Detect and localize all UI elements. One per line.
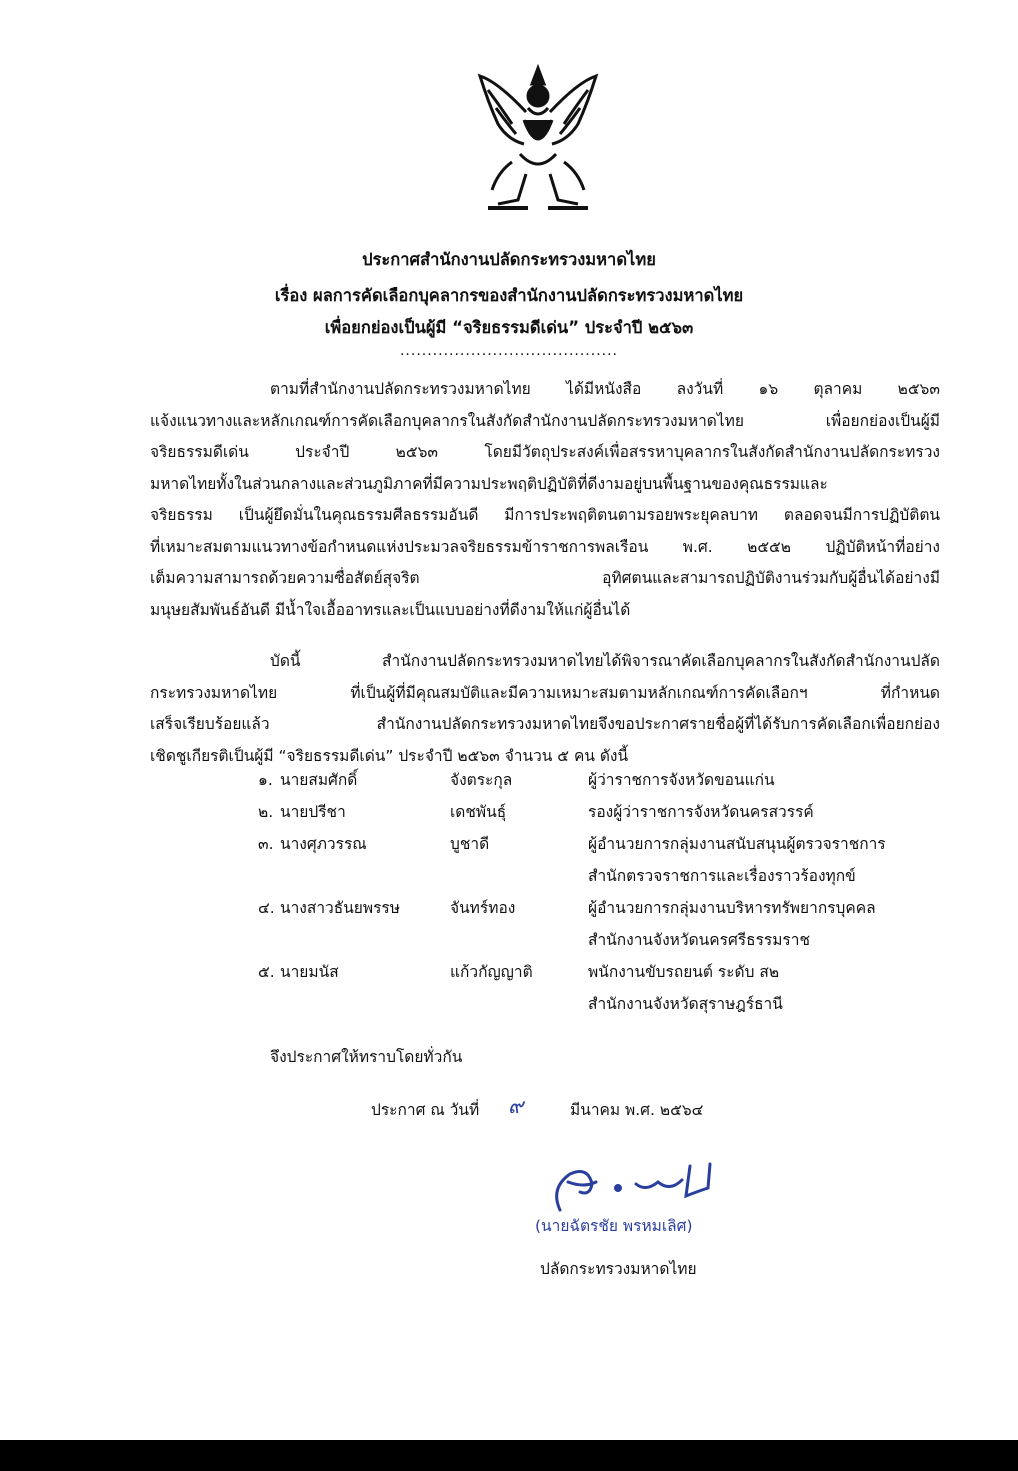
signer-name: (นายฉัตรชัย พรหมเลิศ) (535, 1217, 693, 1235)
list-item-cont (258, 991, 958, 1023)
nominee-number: ๔. (258, 899, 275, 917)
nominee-position: ผู้อำนวยการกลุ่มงานบริหารทรัพยากรบุคคล (588, 899, 876, 917)
nominee-list (258, 767, 958, 1023)
announcement-subject: เรื่อง ผลการคัดเลือกบุคลากรของสำนักงานปลัดกระทรวงมหาดไทย (274, 286, 744, 305)
nominee-first-name: นายปรีชา (280, 803, 346, 821)
announcement-subject-cont: เพื่อยกย่องเป็นผู้มี “จริยธรรมดีเด่น” ประจำปี ๒๕๖๓ (324, 318, 694, 337)
list-item-cont (258, 863, 958, 895)
paragraph-line: เต็มความสามารถด้วยความซื่อสัตย์สุจริต อุทิศตนและสามารถปฏิบัติงานร่วมกับผู้อื่นได้อย่างมี (150, 569, 940, 587)
nominee-number: ๒. (258, 803, 274, 821)
nominee-last-name: บูชาดี (450, 835, 490, 853)
paragraph-line: มนุษยสัมพันธ์อันดี มีน้ำใจเอื้ออาทรและเป็นแบบอย่างที่ดีงามให้แก่ผู้อื่นได้ (150, 600, 631, 619)
nominee-last-name: แก้วกัญญาติ (450, 963, 533, 981)
nominee-position-cont: สำนักตรวจราชการและเรื่องราวร้องทุกข์ (588, 867, 856, 885)
paragraph-line: จริยธรรม เป็นผู้ยึดมั่นในคุณธรรมศีลธรรมอันดี มีการประพฤติตนตามรอยพระยุคลบาท ตลอดจนมีการปฏิบัติตน (150, 506, 940, 524)
paragraph-line: กระทรวงมหาดไทย ที่เป็นผู้ที่มีคุณสมบัติและมีความเหมาะสมตามหลักเกณฑ์การคัดเลือกฯ ที่กำหนด (150, 683, 940, 702)
nominee-first-name: นายมนัส (280, 963, 339, 981)
signature-icon (540, 1158, 740, 1218)
announce-day: ๙ (508, 1094, 524, 1118)
nominee-last-name: เดชพันธุ์ (450, 803, 507, 821)
list-item (258, 895, 958, 927)
nominee-first-name: นางสาวธันยพรรษ (280, 899, 400, 917)
paragraph-line: จริยธรรมดีเด่น ประจำปี ๒๕๖๓ โดยมีวัตถุประสงค์เพื่อสรรหาบุคลากรในสังกัดสำนักงานปลัดกระทรวง (150, 443, 940, 461)
nominee-position: รองผู้ว่าราชการจังหวัดนครสวรรค์ (588, 803, 814, 821)
nominee-first-name: นายสมศักดิ์ (280, 771, 358, 789)
nominee-number: ๕. (258, 963, 275, 981)
nominee-number: ๓. (258, 835, 274, 853)
signer-title: ปลัดกระทรวงมหาดไทย (540, 1260, 697, 1278)
paragraph-line: มหาดไทยทั้งในส่วนกลางและส่วนภูมิภาคที่มีความประพฤติปฏิบัติที่ดีงามอยู่บนพื้นฐานของคุณธรรมและ (150, 474, 828, 493)
nominee-first-name: นางศุภวรรณ (280, 835, 367, 853)
list-item (258, 799, 958, 831)
announcement-title: ประกาศสำนักงานปลัดกระทรวงมหาดไทย (362, 250, 656, 269)
nominee-last-name: จังตระกุล (450, 771, 513, 789)
paragraph-line: ตามที่สำนักงานปลัดกระทรวงมหาดไทย ได้มีหนังสือ ลงวันที่ ๑๖ ตุลาคม ๒๕๖๓ (270, 380, 940, 398)
paragraph-background (150, 374, 940, 626)
paragraph-line: บัดนี้ สำนักงานปลัดกระทรวงมหาดไทยได้พิจารณาคัดเลือกบุคลากรในสังกัดสำนักงานปลัด (270, 652, 940, 670)
list-item (258, 959, 958, 991)
nominee-position: ผู้ว่าราชการจังหวัดขอนแก่น (588, 771, 775, 789)
garuda-emblem-icon (468, 62, 608, 217)
nominee-position: พนักงานขับรถยนต์ ระดับ ส๒ (588, 963, 780, 981)
paragraph-line: แจ้งแนวทางและหลักเกณฑ์การคัดเลือกบุคลากรในสังกัดสำนักงานปลัดกระทรวงมหาดไทย เพื่อยกย่องเป็นผู้มี (150, 411, 940, 430)
paragraph-line: เสร็จเรียบร้อยแล้ว สำนักงานปลัดกระทรวงมหาดไทยจึงขอประกาศรายชื่อผู้ที่ได้รับการคัดเลือกเพื่อยกย่อง (150, 715, 940, 733)
paragraph-result (150, 646, 940, 772)
nominee-last-name: จันทร์ทอง (450, 899, 516, 917)
list-item (258, 767, 958, 799)
paragraph-line: ที่เหมาะสมตามแนวทางข้อกำหนดแห่งประมวลจริยธรรมข้าราชการพลเรือน พ.ศ. ๒๕๕๒ ปฏิบัติหน้าที่อย่าง (150, 537, 940, 556)
nominee-position-cont: สำนักงานจังหวัดนครศรีธรรมราช (588, 931, 810, 949)
list-item (258, 831, 958, 863)
announce-date-label: ประกาศ ณ วันที่ (371, 1101, 480, 1119)
paragraph-line: เชิดชูเกียรติเป็นผู้มี “จริยธรรมดีเด่น” ประจำปี ๒๕๖๓ จำนวน ๕ คน ดังนี้ (150, 746, 629, 765)
bottom-bar (0, 1440, 1018, 1471)
nominee-position: ผู้อำนวยการกลุ่มงานสนับสนุนผู้ตรวจราชการ (588, 835, 886, 853)
nominee-position-cont: สำนักงานจังหวัดสุราษฎร์ธานี (588, 995, 783, 1013)
list-item-cont (258, 927, 958, 959)
heading-divider: ........................................ (399, 343, 618, 359)
closing-statement: จึงประกาศให้ทราบโดยทั่วกัน (270, 1048, 463, 1066)
nominee-number: ๑. (258, 771, 273, 789)
announce-month-year: มีนาคม พ.ศ. ๒๕๖๔ (570, 1101, 704, 1119)
